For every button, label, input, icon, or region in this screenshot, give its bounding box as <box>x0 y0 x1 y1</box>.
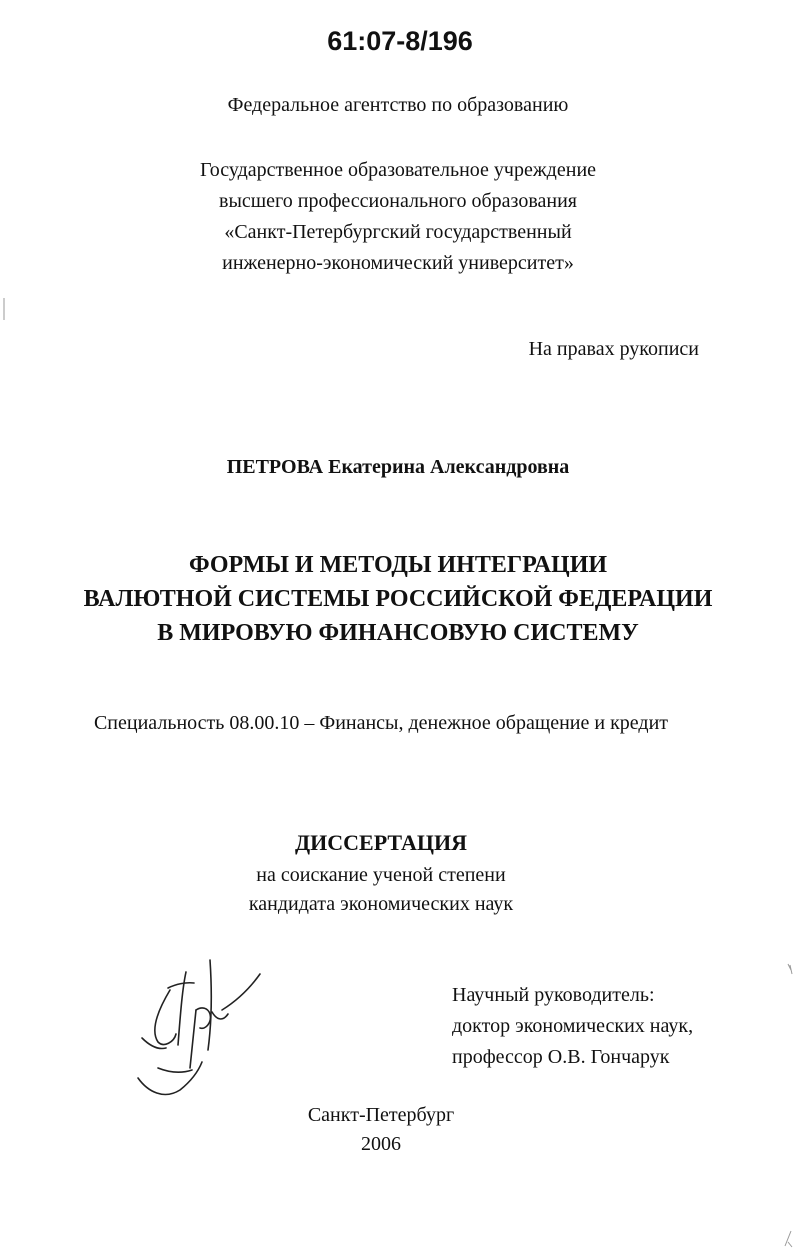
degree-block <box>0 861 762 919</box>
signature-icon <box>128 950 268 1110</box>
supervisor-line: доктор экономических наук, <box>452 1015 694 1037</box>
institution-block <box>0 155 796 279</box>
rights-note: На правах рукописи <box>528 338 699 360</box>
title-line: ФОРМЫ И МЕТОДЫ ИНТЕГРАЦИИ <box>188 552 608 578</box>
archive-code: 61:07-8/196 <box>327 26 473 56</box>
institution-line: «Санкт-Петербургский государственный <box>224 221 572 243</box>
agency-name: Федеральное агентство по образованию <box>227 94 569 116</box>
institution-line: высшего профессионального образования <box>219 190 577 212</box>
degree-line: кандидата экономических наук <box>248 893 514 915</box>
institution-line: инженерно-экономический университет» <box>222 252 574 274</box>
title-line: В МИРОВУЮ ФИНАНСОВУЮ СИСТЕМУ <box>157 620 639 646</box>
degree-line: на соискание ученой степени <box>256 864 506 886</box>
dissertation-title <box>0 548 796 650</box>
year: 2006 <box>361 1133 401 1155</box>
supervisor-line: профессор О.В. Гончарук <box>452 1046 670 1068</box>
institution-line: Государственное образовательное учреждение <box>199 159 597 181</box>
supervisor-line: Научный руководитель: <box>452 984 655 1006</box>
author-name: ПЕТРОВА Екатерина Александровна <box>226 456 570 478</box>
supervisor-block <box>452 980 693 1073</box>
city: Санкт-Петербург <box>307 1104 455 1126</box>
scan-mark-icon <box>2 298 6 320</box>
scan-mark-icon <box>786 962 794 976</box>
scan-mark-icon <box>783 1230 793 1248</box>
title-line: ВАЛЮТНОЙ СИСТЕМЫ РОССИЙСКОЙ ФЕДЕРАЦИИ <box>83 586 713 612</box>
dissertation-heading: ДИССЕРТАЦИЯ <box>295 830 467 855</box>
specialty-line: Специальность 08.00.10 – Финансы, денежное обращение и кредит <box>93 712 669 734</box>
